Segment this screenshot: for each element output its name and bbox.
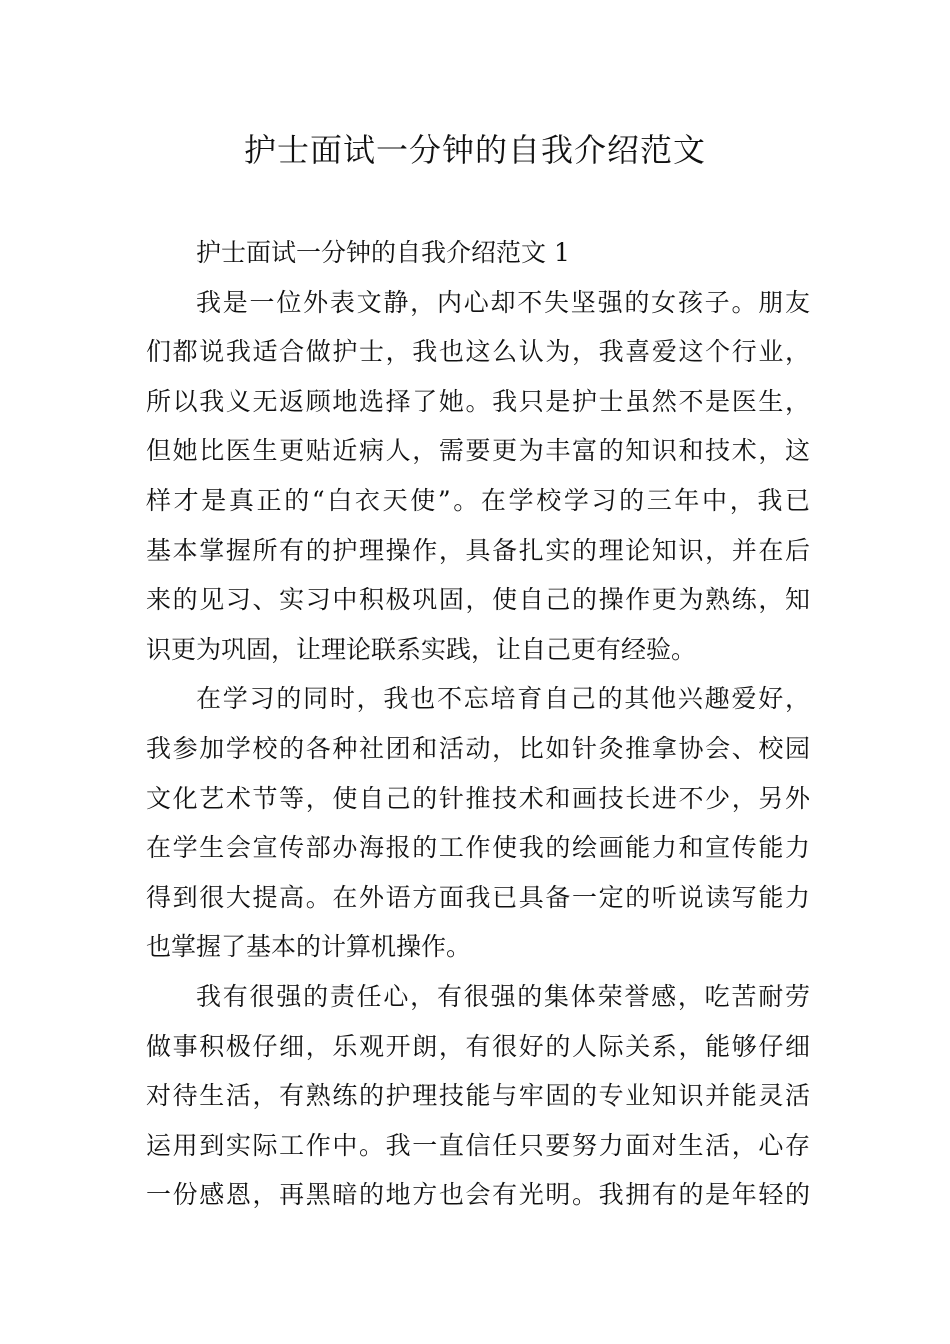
paragraph-1-line-8: 识更为巩固，让理论联系实践，让自己更有经验。 bbox=[146, 634, 697, 664]
section-heading: 护士面试一分钟的自我介绍范文 1 bbox=[196, 238, 570, 267]
paragraph-2-line-2: 我参加学校的各种社团和活动，比如针灸推拿协会、校园 bbox=[146, 733, 810, 763]
paragraph-3-line-1: 我有很强的责任心，有很强的集体荣誉感，吃苦耐劳 bbox=[196, 981, 810, 1011]
paragraph-2-line-4: 在学生会宣传部办海报的工作使我的绘画能力和宣传能力 bbox=[146, 833, 810, 863]
paragraph-3-line-4: 运用到实际工作中。我一直信任只要努力面对生活，心存 bbox=[146, 1130, 810, 1160]
paragraph-3-line-2: 做事积极仔细，乐观开朗，有很好的人际关系，能够仔细 bbox=[146, 1031, 810, 1061]
paragraph-1-line-1: 我是一位外表文静，内心却不失坚强的女孩子。朋友 bbox=[196, 287, 810, 317]
paragraph-1-line-2: 们都说我适合做护士，我也这么认为，我喜爱这个行业， bbox=[146, 337, 810, 367]
paragraph-1-line-6: 基本掌握所有的护理操作，具备扎实的理论知识，并在后 bbox=[146, 535, 810, 565]
paragraph-2-line-6: 也掌握了基本的计算机操作。 bbox=[146, 932, 472, 962]
paragraph-1-line-3: 所以我义无返顾地选择了她。我只是护士虽然不是医生， bbox=[146, 386, 810, 416]
paragraph-2-line-5: 得到很大提高。在外语方面我已具备一定的听说读写能力 bbox=[146, 882, 810, 912]
paragraph-1-line-5: 样才是真正的“白衣天使”。在学校学习的三年中，我已 bbox=[146, 485, 810, 515]
paragraph-3-line-5: 一份感恩，再黑暗的地方也会有光明。我拥有的是年轻的 bbox=[146, 1180, 810, 1210]
document-body bbox=[146, 228, 810, 1220]
document-title: 护士面试一分钟的自我介绍范文 bbox=[243, 131, 706, 169]
paragraph-2-line-1: 在学习的同时，我也不忘培育自己的其他兴趣爱好， bbox=[196, 684, 810, 714]
paragraph-2-line-3: 文化艺术节等，使自己的针推技术和画技长进不少，另外 bbox=[146, 783, 810, 813]
paragraph-1-line-4: 但她比医生更贴近病人，需要更为丰富的知识和技术，这 bbox=[146, 436, 810, 466]
paragraph-3-line-3: 对待生活，有熟练的护理技能与牢固的专业知识并能灵活 bbox=[146, 1081, 810, 1111]
paragraph-1-line-7: 来的见习、实习中积极巩固，使自己的操作更为熟练，知 bbox=[146, 585, 810, 615]
